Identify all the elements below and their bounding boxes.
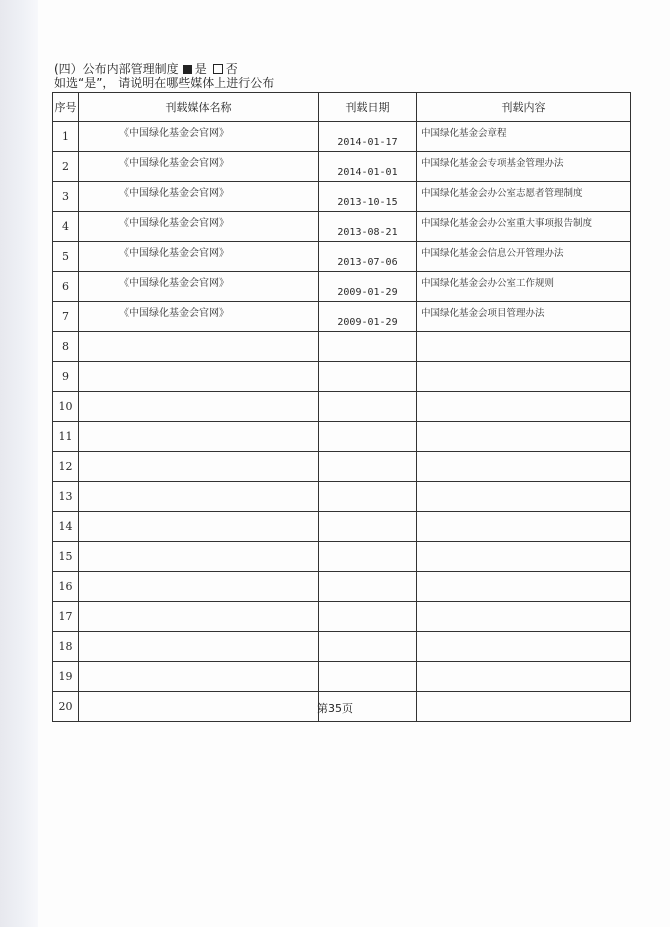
yes-label: 是 [194, 62, 207, 76]
row-index: 3 [53, 182, 79, 212]
row-publish-date [319, 332, 417, 362]
header-media-name: 刊载媒体名称 [79, 93, 319, 122]
row-publish-date: 2009-01-29 [319, 272, 417, 302]
row-media-name: 《中国绿化基金会官网》 [79, 182, 319, 212]
row-publish-content: 中国绿化基金会章程 [417, 122, 631, 152]
row-publish-date [319, 662, 417, 692]
table-row [53, 332, 631, 362]
row-publish-content: 中国绿化基金会项目管理办法 [417, 302, 631, 332]
media-publication-table [52, 92, 631, 722]
row-index: 10 [53, 392, 79, 422]
row-publish-date [319, 482, 417, 512]
row-publish-content [417, 632, 631, 662]
row-index: 14 [53, 512, 79, 542]
row-publish-content [417, 572, 631, 602]
header-publish-content: 刊载内容 [417, 93, 631, 122]
header-index: 序号 [53, 93, 79, 122]
row-publish-content [417, 512, 631, 542]
table-row [53, 182, 631, 212]
row-publish-content: 中国绿化基金会信息公开管理办法 [417, 242, 631, 272]
row-index: 9 [53, 362, 79, 392]
table-row [53, 362, 631, 392]
row-index: 1 [53, 122, 79, 152]
scan-edge-shadow [0, 0, 38, 927]
row-publish-date: 2014-01-01 [319, 152, 417, 182]
row-publish-content: 中国绿化基金会办公室重大事项报告制度 [417, 212, 631, 242]
row-publish-date [319, 422, 417, 452]
row-index: 7 [53, 302, 79, 332]
row-publish-date [319, 452, 417, 482]
row-index: 19 [53, 662, 79, 692]
table-row [53, 452, 631, 482]
row-publish-content: 中国绿化基金会办公室志愿者管理制度 [417, 182, 631, 212]
row-index: 15 [53, 542, 79, 572]
table-row [53, 512, 631, 542]
table-row [53, 482, 631, 512]
row-publish-content [417, 482, 631, 512]
table-row [53, 152, 631, 182]
table-row [53, 302, 631, 332]
row-media-name: 《中国绿化基金会官网》 [79, 152, 319, 182]
row-publish-content [417, 332, 631, 362]
row-publish-content [417, 422, 631, 452]
page-number: 第35页 [317, 702, 353, 715]
row-index: 6 [53, 272, 79, 302]
row-publish-content [417, 392, 631, 422]
row-media-name [79, 392, 319, 422]
row-publish-date [319, 362, 417, 392]
row-publish-date [319, 542, 417, 572]
table-row [53, 272, 631, 302]
row-media-name [79, 632, 319, 662]
row-index: 4 [53, 212, 79, 242]
row-publish-content [417, 362, 631, 392]
row-publish-date: 2013-10-15 [319, 182, 417, 212]
row-media-name: 《中国绿化基金会官网》 [79, 212, 319, 242]
row-media-name [79, 602, 319, 632]
row-publish-content [417, 542, 631, 572]
section-heading [54, 62, 238, 76]
table-row [53, 392, 631, 422]
row-publish-date: 2013-08-21 [319, 212, 417, 242]
table-row [53, 662, 631, 692]
row-publish-date [319, 512, 417, 542]
table-row [53, 542, 631, 572]
table-row [53, 122, 631, 152]
row-publish-content [417, 452, 631, 482]
table-header-row [53, 93, 631, 122]
row-publish-date: 2013-07-06 [319, 242, 417, 272]
row-index: 2 [53, 152, 79, 182]
row-media-name [79, 542, 319, 572]
row-index: 8 [53, 332, 79, 362]
row-media-name: 《中国绿化基金会官网》 [79, 242, 319, 272]
row-media-name [79, 662, 319, 692]
row-media-name [79, 512, 319, 542]
row-publish-date [319, 632, 417, 662]
row-index: 16 [53, 572, 79, 602]
row-media-name: 《中国绿化基金会官网》 [79, 302, 319, 332]
row-media-name [79, 482, 319, 512]
row-publish-date: 2014-01-17 [319, 122, 417, 152]
table-row [53, 632, 631, 662]
table-row [53, 242, 631, 272]
table-row [53, 212, 631, 242]
table-row [53, 572, 631, 602]
row-media-name [79, 452, 319, 482]
table-row [53, 602, 631, 632]
table-row [53, 422, 631, 452]
row-publish-content: 中国绿化基金会专项基金管理办法 [417, 152, 631, 182]
row-publish-content [417, 662, 631, 692]
unchecked-box-icon [213, 64, 223, 74]
table-body [53, 122, 631, 722]
row-media-name [79, 332, 319, 362]
checked-box-icon [183, 65, 192, 74]
row-index: 20 [53, 692, 79, 722]
row-index: 13 [53, 482, 79, 512]
section-heading-text: (四）公布内部管理制度 [54, 62, 179, 76]
row-media-name [79, 572, 319, 602]
row-index: 18 [53, 632, 79, 662]
row-publish-date [319, 572, 417, 602]
row-publish-date [319, 602, 417, 632]
row-index: 17 [53, 602, 79, 632]
row-index: 5 [53, 242, 79, 272]
row-publish-date: 2009-01-29 [319, 302, 417, 332]
row-publish-content [417, 602, 631, 632]
row-publish-content: 中国绿化基金会办公室工作规则 [417, 272, 631, 302]
row-index: 12 [53, 452, 79, 482]
section-instruction: 如选“是”， 请说明在哪些媒体上进行公布 [54, 76, 275, 90]
row-publish-date [319, 392, 417, 422]
row-media-name: 《中国绿化基金会官网》 [79, 122, 319, 152]
row-media-name [79, 422, 319, 452]
no-label: 否 [225, 62, 238, 76]
row-media-name: 《中国绿化基金会官网》 [79, 272, 319, 302]
row-index: 11 [53, 422, 79, 452]
row-media-name [79, 362, 319, 392]
header-publish-date: 刊载日期 [319, 93, 417, 122]
